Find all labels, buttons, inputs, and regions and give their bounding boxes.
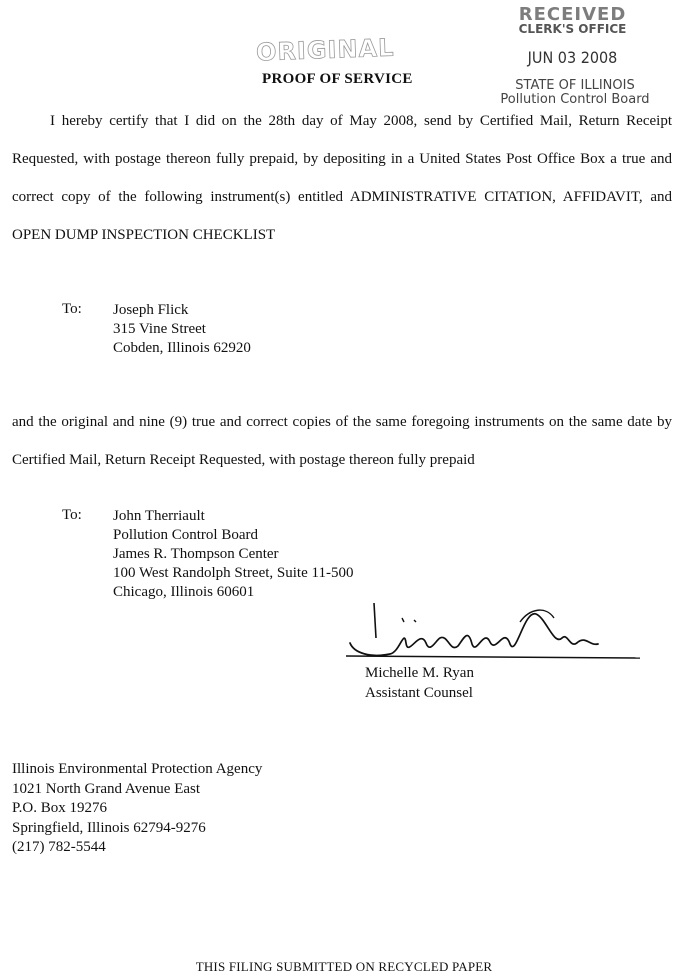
address-line: Cobden, Illinois 62920 [113, 340, 251, 356]
received-stamp-board: Pollution Control Board [500, 92, 650, 107]
agency-address [12, 760, 262, 858]
address-line: John Therriault [113, 508, 205, 524]
original-stamp: ORIGINAL [255, 33, 395, 67]
received-stamp-date: JUN 03 2008 [527, 48, 618, 67]
handwritten-signature [340, 598, 640, 668]
agency-line: (217) 782-5544 [12, 839, 106, 855]
address-line: 315 Vine Street [113, 321, 206, 337]
address-line: James R. Thompson Center [113, 546, 279, 562]
received-stamp-state: STATE OF ILLINOIS [515, 78, 635, 93]
certification-paragraph: I hereby certify that I did on the 28th day of May 2008, send by Certified Mail, Return Receipt Requested, with postage thereon fully prepaid, by depositing in a United States Post Office Box a true and correct copy of the following instrument(s) entitled ADMINISTRATIVE CITATION, AFFIDAVIT, and OPEN DUMP INSPECTION CHECKLIST [12, 113, 672, 243]
signer-block [365, 663, 474, 703]
address-line: Chicago, Illinois 60601 [113, 584, 255, 600]
received-stamp-office: CLERK'S OFFICE [518, 22, 627, 36]
address-line: Joseph Flick [113, 302, 189, 318]
received-stamp-heading: RECEIVED [518, 4, 627, 25]
recipient-1-address [113, 301, 251, 358]
recipient-2-address [113, 507, 353, 602]
recycled-paper-footer: THIS FILING SUBMITTED ON RECYCLED PAPER [195, 959, 493, 974]
agency-line: 1021 North Grand Avenue East [12, 780, 201, 797]
recipient-1-label: To: [62, 301, 82, 317]
recipient-2-label: To: [62, 507, 82, 523]
signer-title: Assistant Counsel [365, 685, 473, 701]
agency-line: Illinois Environmental Protection Agency [12, 761, 263, 777]
signer-name: Michelle M. Ryan [365, 665, 474, 681]
address-line: Pollution Control Board [113, 527, 259, 543]
address-line: 100 West Randolph Street, Suite 11-500 [113, 565, 354, 581]
agency-line: Springfield, Illinois 62794-9276 [12, 819, 206, 836]
filing-paragraph: and the original and nine (9) true and correct copies of the same foregoing instruments on the same date by Certified Mail, Return Receipt Requested, with postage thereon fully prepaid [12, 414, 672, 468]
agency-line: P.O. Box 19276 [12, 800, 108, 816]
document-title: PROOF OF SERVICE [262, 71, 413, 87]
